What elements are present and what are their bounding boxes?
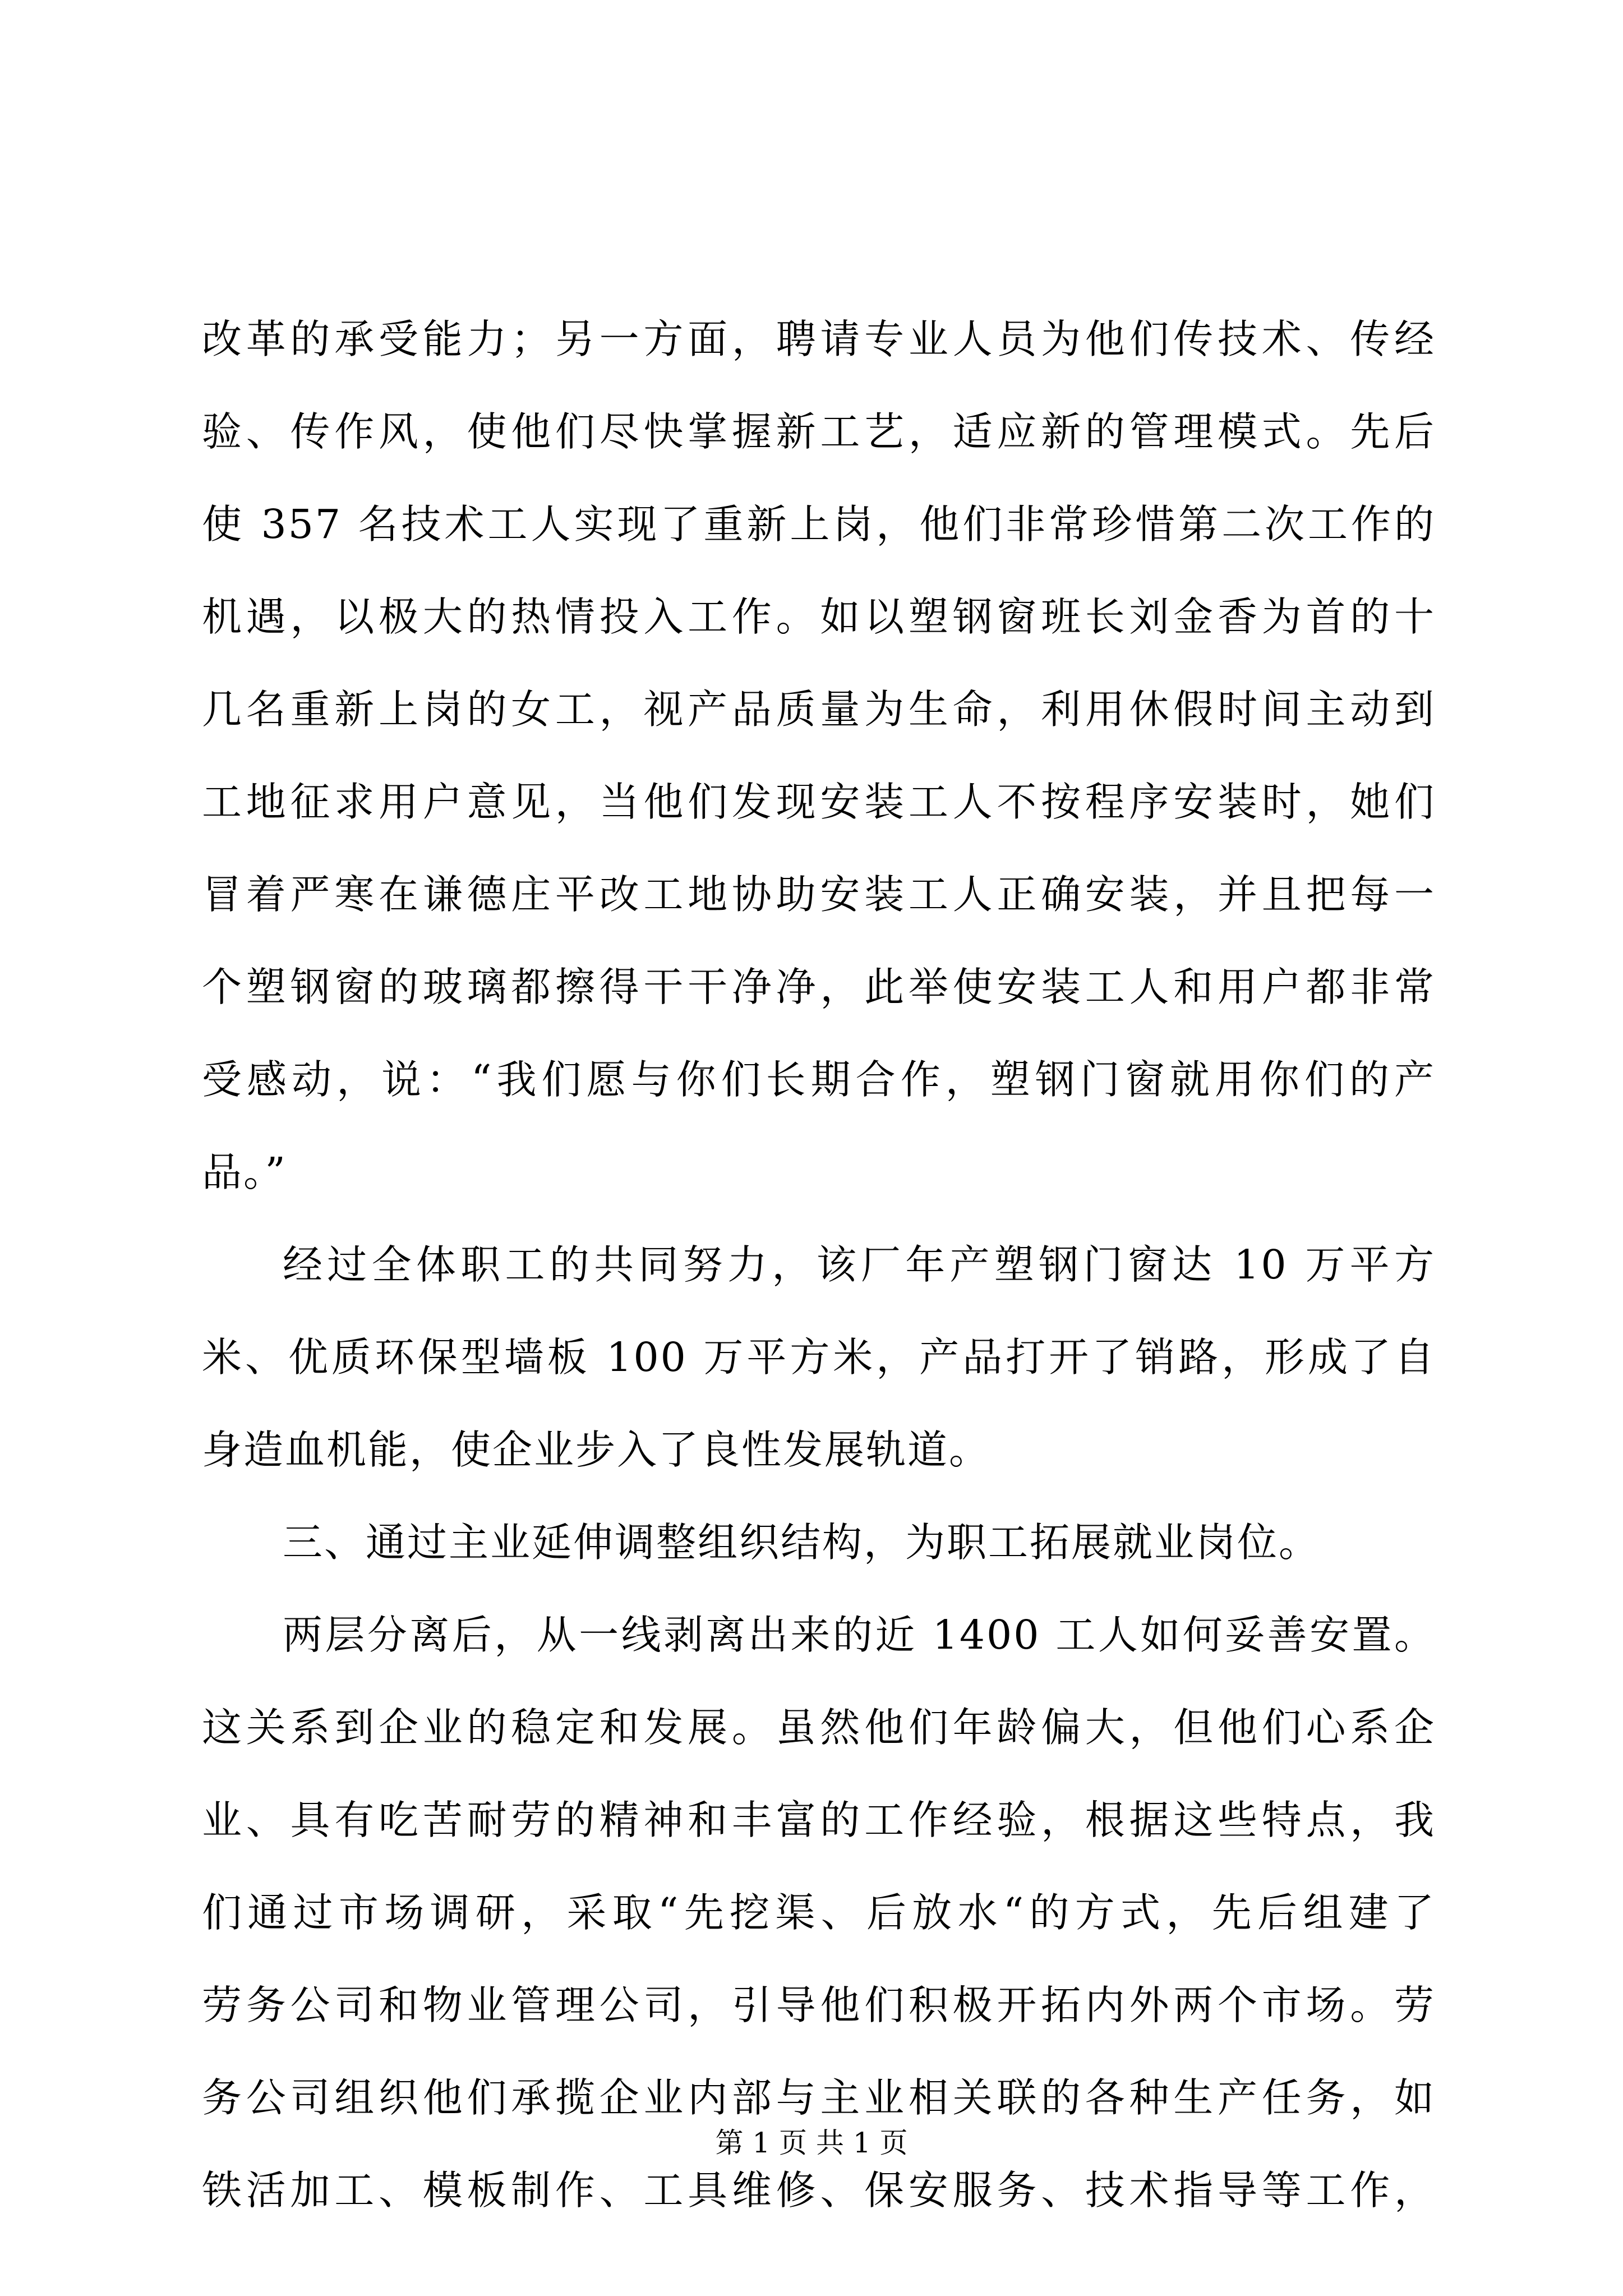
section-heading: 三、通过主业延伸调整组织结构，为职工拓展就业岗位。 (283, 1519, 1321, 1566)
text-line: 冒着严寒在谦德庄平改工地协助安装工人正确安装，并且把每一 (202, 871, 1436, 918)
text-line: 几名重新上岗的女工，视产品质量为生命，利用休假时间主动到 (202, 686, 1436, 733)
paragraph-first-line: 经过全体职工的共同努力，该厂年产塑钢门窗达 10 万平方 (283, 1241, 1436, 1288)
text-line: 务公司组织他们承揽企业内部与主业相关联的各种生产任务，如 (202, 2074, 1436, 2121)
text-line: 劳务公司和物业管理公司，引导他们积极开拓内外两个市场。劳 (202, 1982, 1436, 2028)
page-number-footer: 第 1 页 共 1 页 (715, 2127, 908, 2159)
text-line: 受感动，说：“我们愿与你们长期合作，塑钢门窗就用你们的产 (202, 1056, 1436, 1103)
paragraph-first-line: 两层分离后，从一线剥离出来的近 1400 工人如何妥善安置。 (283, 1612, 1436, 1658)
text-line: 这关系到企业的稳定和发展。虽然他们年龄偏大，但他们心系企 (202, 1704, 1436, 1751)
text-line: 们通过市场调研，采取“先挖渠、后放水“的方式，先后组建了 (202, 1889, 1436, 1936)
text-line: 身造血机能，使企业步入了良性发展轨道。 (202, 1427, 991, 1473)
text-line: 使 357 名技术工人实现了重新上岗，他们非常珍惜第二次工作的 (202, 501, 1436, 547)
text-line: 米、优质环保型墙板 100 万平方米，产品打开了销路，形成了自 (202, 1334, 1436, 1381)
text-line: 改革的承受能力；另一方面，聘请专业人员为他们传技术、传经 (202, 316, 1436, 362)
text-line: 铁活加工、模板制作、工具维修、保安服务、技术指导等工作， (202, 2167, 1436, 2214)
text-line: 机遇，以极大的热情投入工作。如以塑钢窗班长刘金香为首的十 (202, 593, 1436, 640)
text-line: 个塑钢窗的玻璃都擦得干干净净，此举使安装工人和用户都非常 (202, 964, 1436, 1010)
text-line: 业、具有吃苦耐劳的精神和丰富的工作经验，根据这些特点，我 (202, 1797, 1436, 1843)
text-line: 验、传作风，使他们尽快掌握新工艺，适应新的管理模式。先后 (202, 408, 1436, 455)
text-line: 工地征求用户意见，当他们发现安装工人不按程序安装时，她们 (202, 779, 1436, 825)
text-line: 品。” (202, 1149, 287, 1195)
